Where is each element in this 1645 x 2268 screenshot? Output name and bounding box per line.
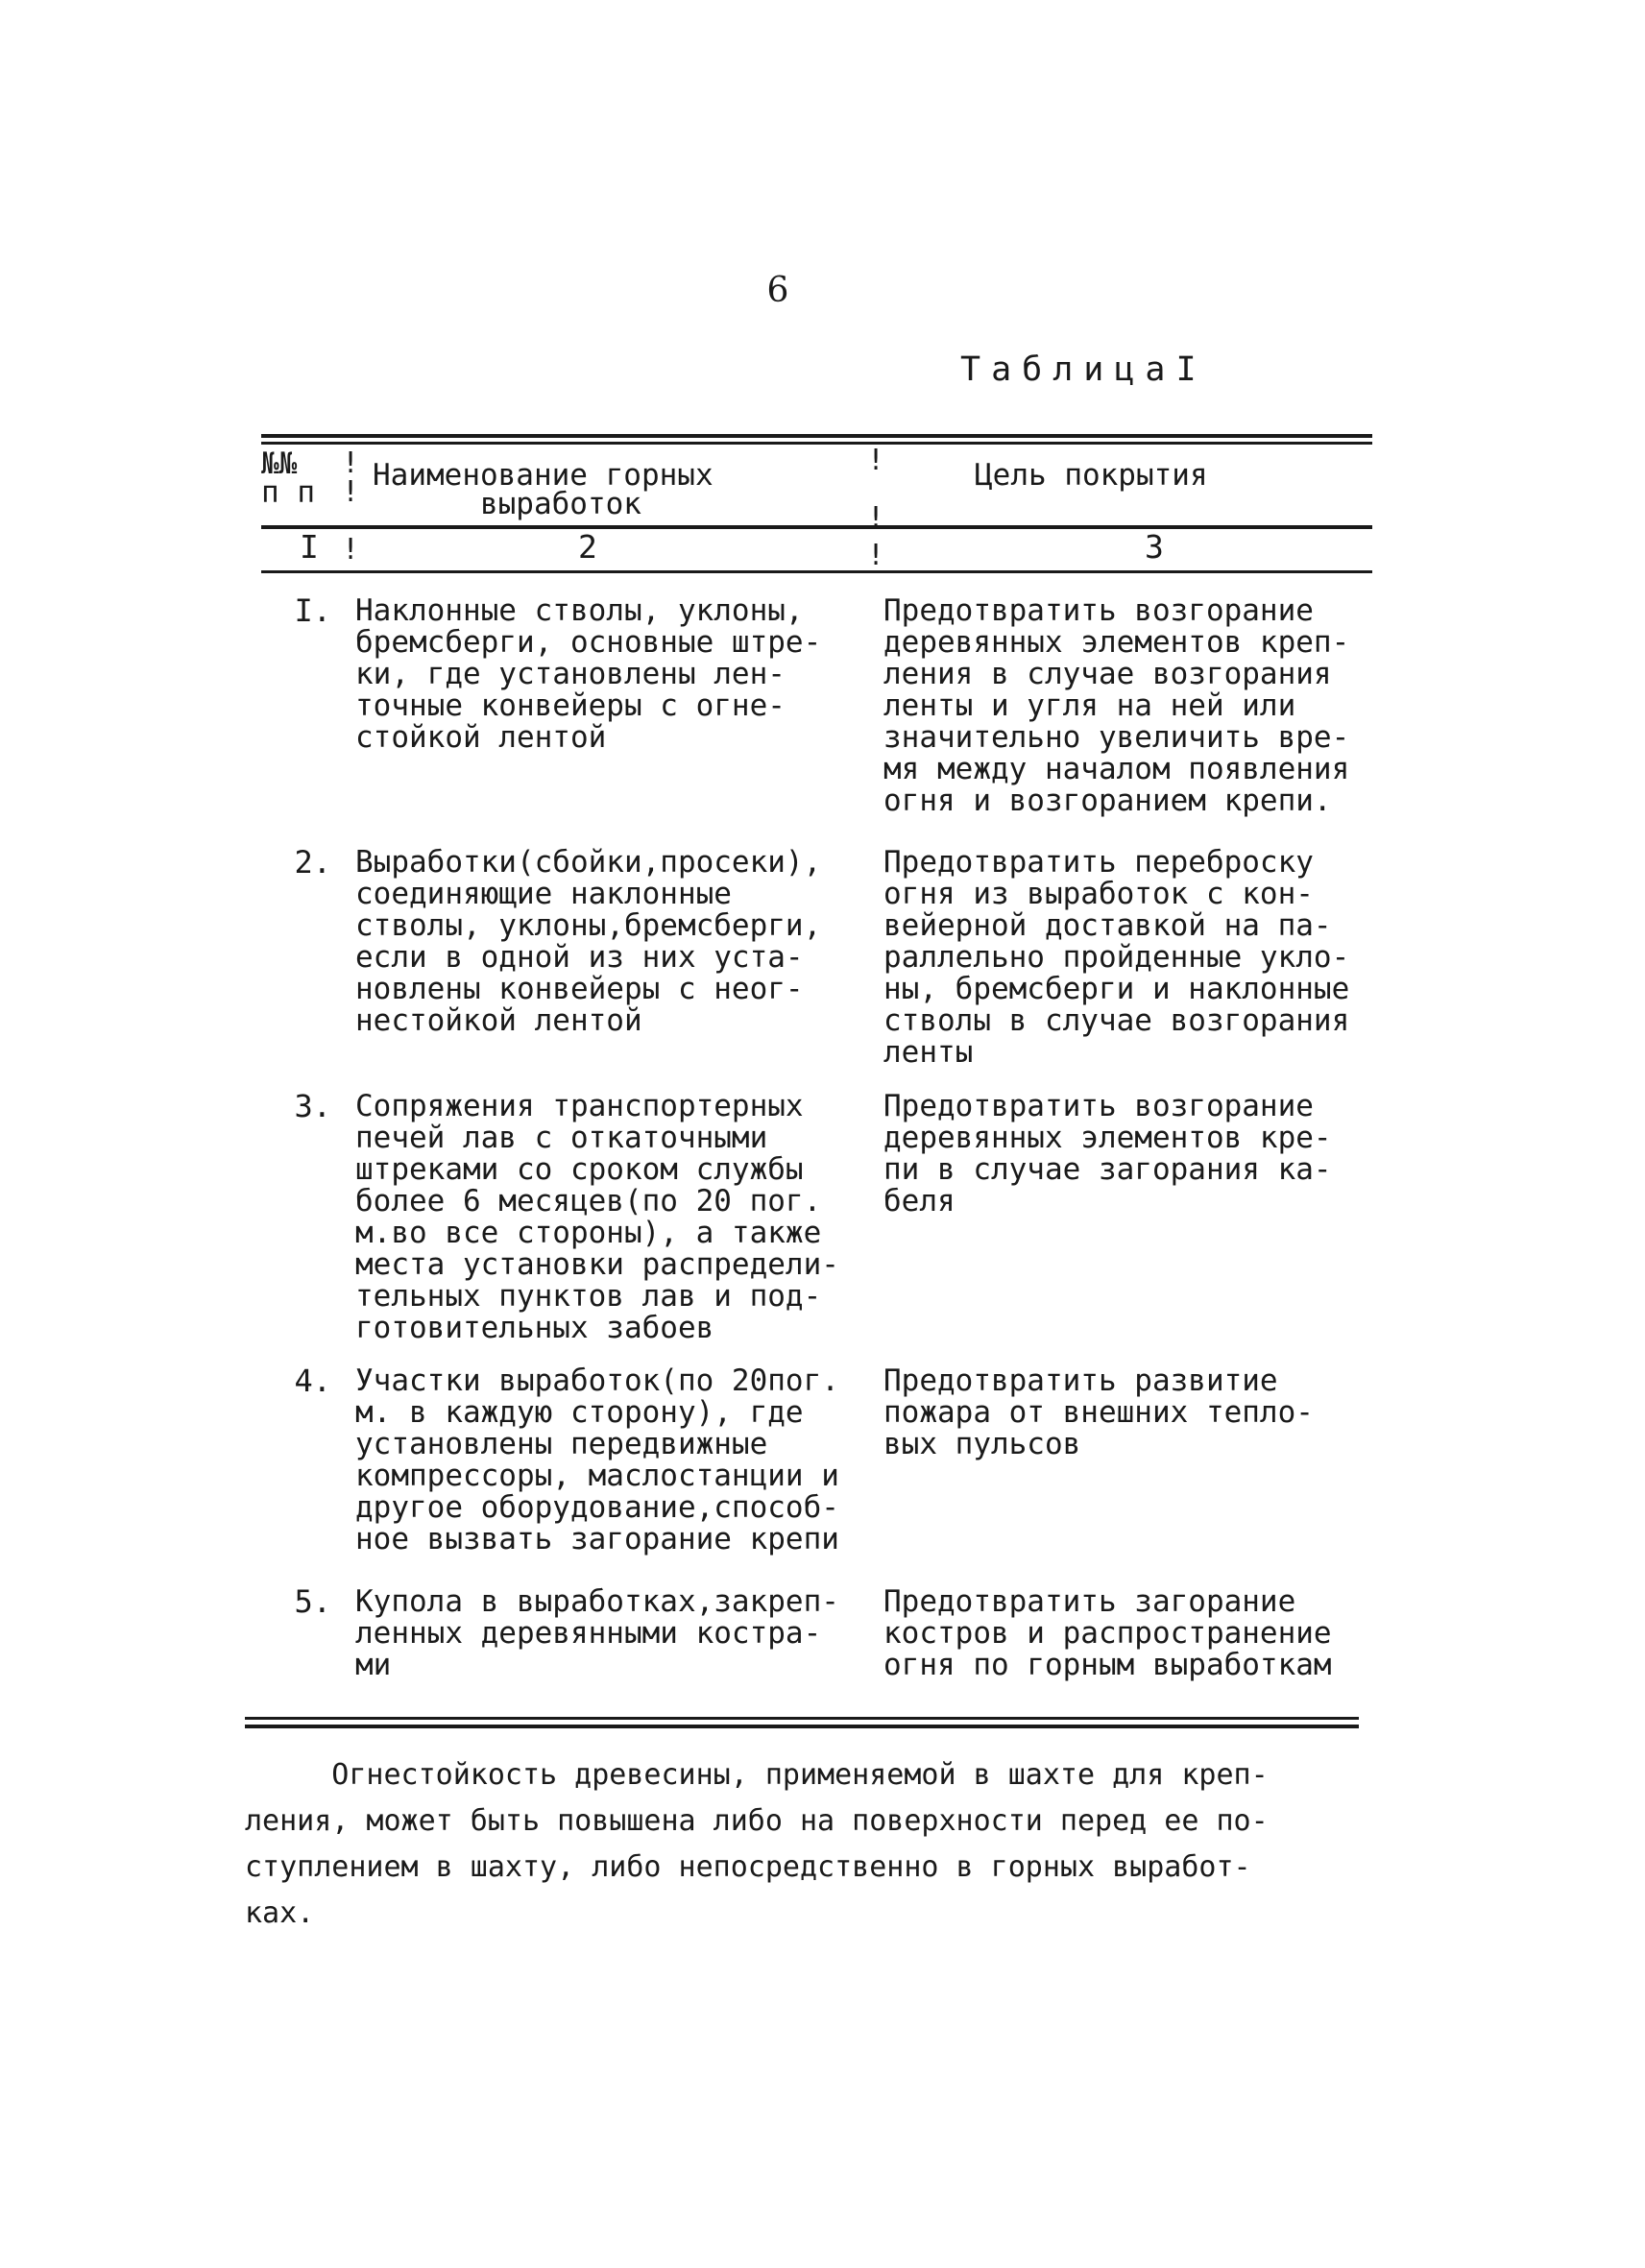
row-number: 4. [294, 1363, 331, 1399]
table-top-rule-inner [261, 442, 1372, 445]
header-bottom-rule [261, 525, 1372, 529]
row-number: 5. [294, 1583, 331, 1620]
header-separator-1: ! ! [342, 446, 360, 509]
row-name: Купола в выработках,закреп- ленных деревянными костра- ми [355, 1584, 839, 1682]
row-purpose: Предотвратить развитие пожара от внешних тепло- вых пульсов [883, 1363, 1314, 1461]
row-number: I. [294, 592, 331, 629]
page-number: 6 [766, 271, 789, 310]
column-number-3: 3 [1145, 528, 1164, 566]
body-paragraph: Огнестойкость древесины, применяемой в шахте для креп- ления, может быть повышена либо на поверхности перед ее по- ступлением в шахту, либо непосредственно в горных выработ- ках. [245, 1758, 1269, 1930]
colnum-separator-1: ! [342, 533, 360, 567]
row-number: 3. [294, 1088, 331, 1124]
row-purpose: Предотвратить возгорание деревянных элементов кре- пи в случае загорания ка- беля [883, 1089, 1332, 1218]
row-name: Выработки(сбойки,просеки), соединяющие наклонные стволы, уклоны,бремсберги, если в одной из них уста- новлены конвейеры с неог- нестойкой лентой [355, 845, 822, 1038]
row-name: Наклонные стволы, уклоны, бремсберги, основные штре- ки, где установлены лен- точные конвейеры с огне- стойкой лентой [355, 593, 822, 755]
table-caption: ТаблицаI [960, 350, 1207, 389]
row-name: Участки выработок(по 20пог. м. в каждую сторону), где установлены передвижные компрессоры, маслостанции и другое оборудование,способ- ное вызвать загорание крепи [355, 1363, 839, 1556]
row-number: 2. [294, 844, 331, 881]
header-col2: Наименование горных выработок [373, 458, 714, 521]
header-separator-2: ! ! [867, 444, 885, 535]
column-number-2: 2 [578, 528, 597, 566]
row-purpose: Предотвратить возгорание деревянных элементов креп- ления в случае возгорания ленты и угля на ней или значительно увеличить вре- мя между началом появления огня и возгоранием крепи. [883, 593, 1350, 818]
header-col1: №№ п п [261, 446, 315, 510]
table-top-rule [261, 434, 1372, 438]
row-purpose: Предотвратить загорание костров и распространение огня по горным выработкам [883, 1584, 1332, 1682]
row-name: Сопряжения транспортерных печей лав с откаточными штреками со сроком службы более 6 месяцев(по 20 пог. м.во все стороны), а также места установки распредели- тельных пунктов лав и под- готовительных забоев [355, 1089, 839, 1345]
table-bottom-rule [245, 1725, 1359, 1728]
table-bottom-rule-inner [245, 1717, 1359, 1720]
column-number-1: I [300, 528, 319, 566]
colnum-bottom-rule [261, 570, 1372, 573]
row-purpose: Предотвратить переброску огня из выработок с кон- вейерной доставкой на па- раллельно пройденные укло- ны, бремсберги и наклонные стволы в случае возгорания ленты [883, 845, 1350, 1070]
header-col3: Цель покрытия [975, 458, 1208, 493]
colnum-separator-2: ! [867, 539, 885, 572]
